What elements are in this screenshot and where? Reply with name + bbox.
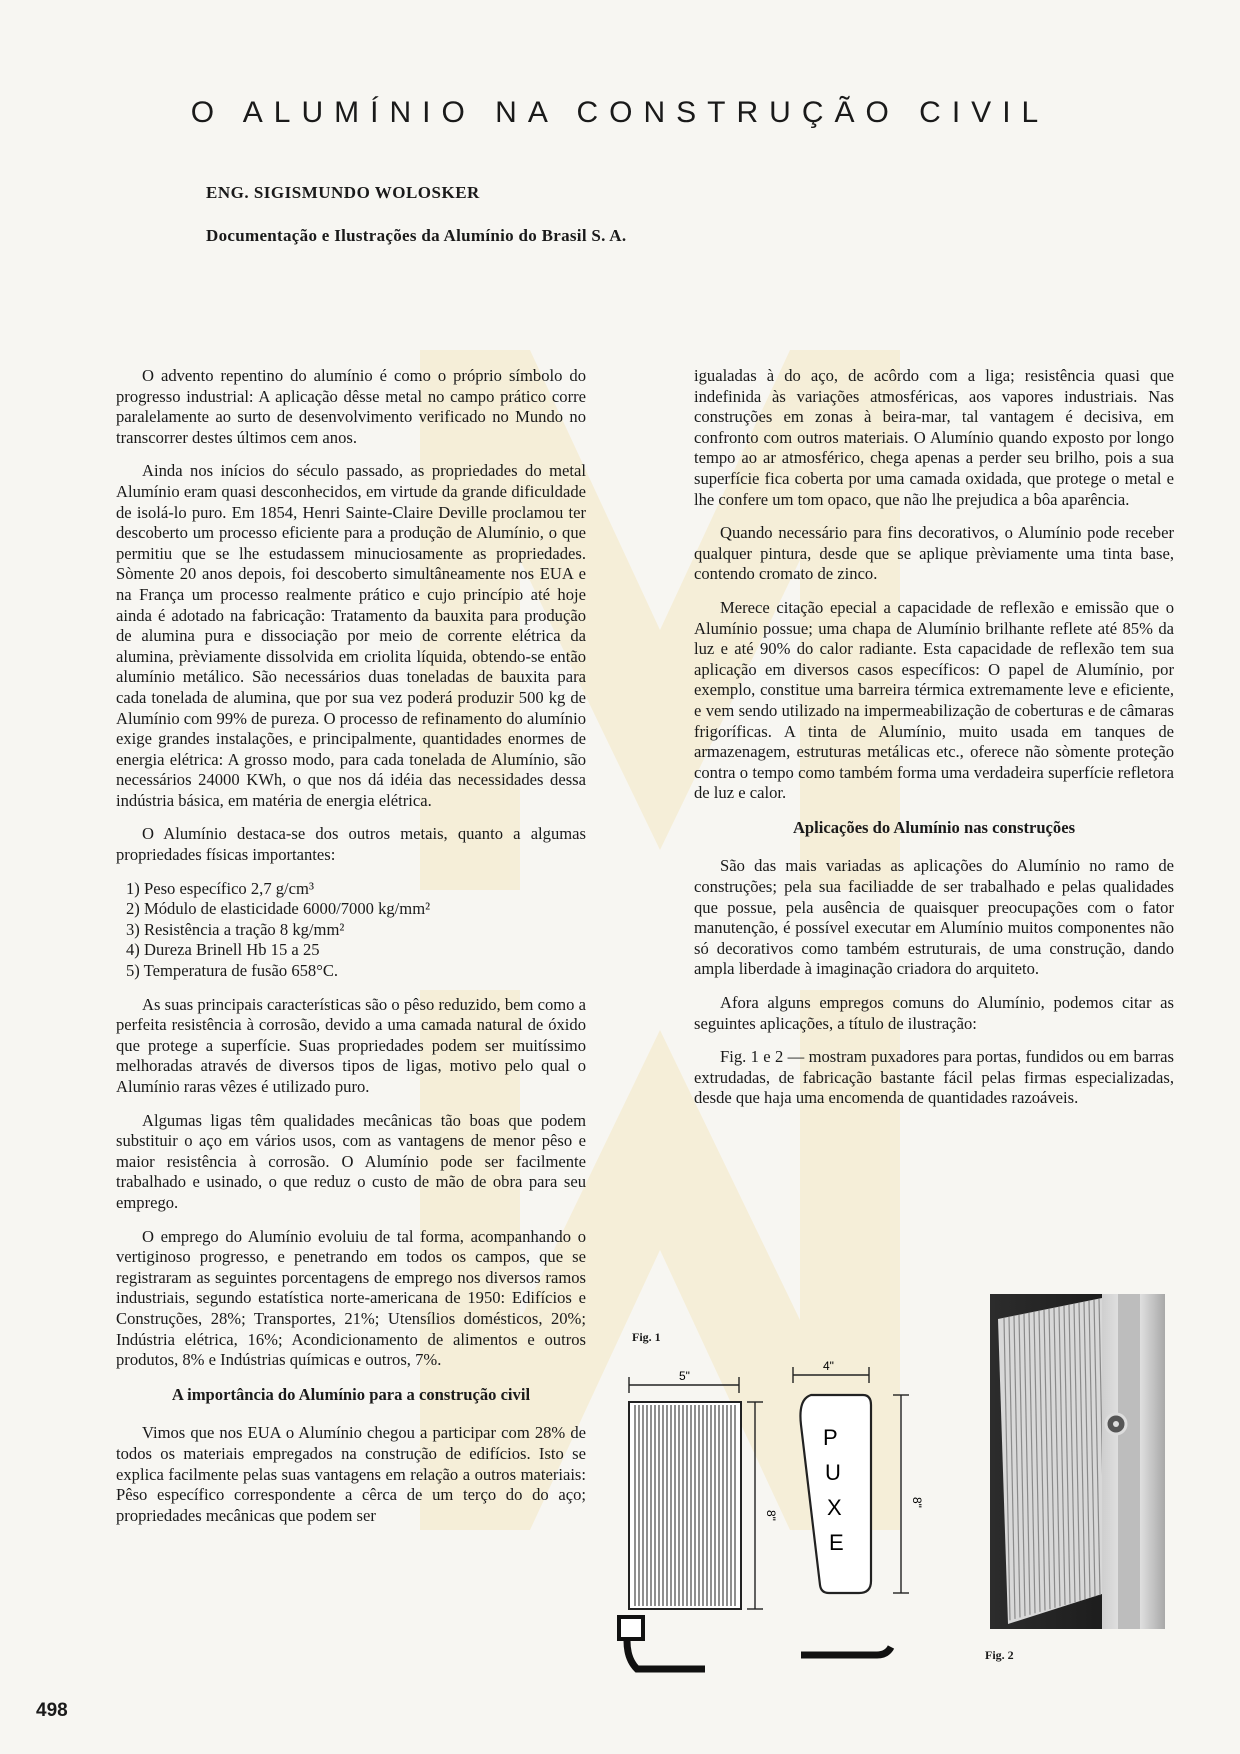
list-item: 5) Temperatura de fusão 658°C.	[126, 961, 339, 981]
paragraph: São das mais variadas as aplicações do Alumínio no ramo de construções; pela sua faciliadde de ser trabalhado e pelas qualidades que possue, pela ausência de quaisquer preocupações com o fator manutenção, é possível executar em Alumínio muitos componentes não só decorativos como também estruturais, de uma construção, dando ampla liberdade à imaginação criadora do arquiteto.	[694, 856, 1174, 979]
sign-letter: E	[829, 1530, 844, 1555]
section-heading: A importância do Alumínio para a construção civil	[171, 1384, 531, 1404]
dimension-label: 4"	[823, 1359, 834, 1373]
article-author: ENG. SIGISMUNDO WOLOSKER	[206, 183, 480, 202]
paragraph: As suas principais características são o pêso reduzido, bem como a perfeita resistência à corrosão, devido a uma camada natural de óxido que protege a superfície. Suas propriedades podem ser muitíssimo melhoradas através de diversos tipos de ligas, motivo pelo qual o Alumínio raras vêzes é utilizado puro.	[116, 994, 586, 1096]
figure-1-drawing	[615, 1355, 955, 1675]
sign-letter: U	[825, 1460, 841, 1485]
list-item: 1) Peso específico 2,7 g/cm³	[126, 878, 314, 898]
paragraph: O emprego do Alumínio evoluiu de tal forma, acompanhando o vertiginoso progresso, e penetrando em todos os campos, que se registraram as seguintes porcentagens de emprego nos diversos ramos industriais, segundo estatística norte-americana de 1950: Edifícios e Construções, 28%; Transportes, 21%; Utensílios domésticos, 20%; Indústria elétrica, 16%; Acondicionamento de alimentos e outros produtos, 8% e Indústrias químicas e outros, 7%.	[116, 1226, 586, 1370]
dimension-label: 8"	[764, 1510, 778, 1521]
paragraph: Ainda nos inícios do século passado, as propriedades do metal Alumínio eram quasi desconhecidos, em virtude da grande dificuldade de isolá-lo puro. Em 1854, Henri Sainte-Claire Deville proclamou ter descoberto um processo eficiente para a produção de Alumínio, o que permitiu que se lhe estudassem minuciosamente as propriedades. Sòmente 20 anos depois, foi descoberto simultâneamente nos EUA e na França um processo realmente prático e cujo princípio até hoje ainda é adotado na fabricação: Tratamento da bauxita para produção de alumina pura e dissociação por meio de corrente elétrica da alumina, prèviamente dissolvida em criolita líquida, obtendo-se então alumínio metálico. São necessários duas toneladas de bauxita para cada tonelada de alumina, que por sua vez poderá produzir 500 kg de Alumínio com 99% de pureza. O processo de refinamento do alumínio exige grandes instalações, e principalmente, quantidades enormes de energia elétrica: A grosso modo, para cada tonelada de Alumínio, são necessários 24000 KWh, o que nos dá idéia das necessidades dessa indústria básica, em matéria de energia elétrica.	[116, 461, 586, 810]
right-column	[694, 366, 1174, 1122]
figure-2-label: Fig. 2	[985, 1648, 1014, 1662]
page-number: 498	[36, 1700, 68, 1721]
paragraph: O Alumínio destaca-se dos outros metais, quanto a algumas propriedades físicas importantes:	[116, 824, 586, 865]
properties-list	[116, 879, 586, 982]
paragraph: Merece citação epecial a capacidade de reflexão e emissão que o Alumínio possue; uma chapa de Alumínio brilhante reflete até 85% da luz e até 90% do calor radiante. Esta capacidade de reflexão tem sua aplicação em diversos casos específicos: O papel de Alumínio, por exemplo, constitue uma barreira térmica extremamente leve e eficiente, e vem sendo utilizado na impermeabilização de coberturas e de câmaras frigoríficas. A tinta de Alumínio, muito usada em tanques de armazenagem, estruturas metálicas etc., oferece não sòmente proteção contra o tempo como também forma uma verdadeira superfície refletora de luz e calor.	[694, 597, 1174, 803]
dimension-label: 5"	[679, 1369, 690, 1383]
paragraph: Fig. 1 e 2 — mostram puxadores para portas, fundidos ou em barras extrudadas, de fabricação bastante fácil pelas firmas especializadas, desde que haja uma encomenda de quantidades razoáveis.	[694, 1047, 1174, 1108]
left-column	[116, 366, 586, 1539]
paragraph: igualadas à do aço, de acôrdo com a liga; resistência quasi que indefinida às variações atmosféricas, aos vapores industriais. Nas construções em zonas à beira-mar, tal vantagem é decisiva, em confronto com outros materiais. O Alumínio quando exposto por longo tempo ao ar atmosférico, chega apenas a perder seu brilho, pois a sua superfície fica coberta por uma camada oxidada, que protege o metal e lhe confere um tom opaco, que não lhe prejudica a bôa aparência.	[694, 366, 1174, 509]
sign-letter: P	[823, 1425, 838, 1450]
paragraph: Afora alguns empregos comuns do Alumínio, podemos citar as seguintes aplicações, a título de ilustração:	[694, 993, 1174, 1033]
list-item: 4) Dureza Brinell Hb 15 a 25	[126, 940, 320, 960]
paragraph: Quando necessário para fins decorativos, o Alumínio pode receber qualquer pintura, desde que se aplique prèviamente uma tinta base, contendo cromato de zinco.	[694, 523, 1174, 584]
list-item: 2) Módulo de elasticidade 6000/7000 kg/mm²	[126, 899, 431, 919]
list-item: 3) Resistência a tração 8 kg/mm²	[126, 919, 345, 939]
paragraph: O advento repentino do alumínio é como o próprio símbolo do progresso industrial: A aplicação dêsse metal no campo prático corre paralelamente ao surto de desenvolvimento verificado no Mundo no transcorrer destes últimos cem anos.	[116, 366, 586, 447]
figure-1-label: Fig. 1	[632, 1330, 661, 1344]
section-heading: Aplicações do Alumínio nas construções	[792, 817, 1076, 837]
paragraph: Algumas ligas têm qualidades mecânicas tão boas que podem substituir o aço em vários usos, com as vantagens de menor pêso e maior resistência à corrosão. O Alumínio pode ser facilmente trabalhado e usinado, o que reduz o custo de mão de obra para seu emprego.	[116, 1110, 586, 1212]
figure-2-photo	[990, 1294, 1165, 1629]
article-title: O ALUMÍNIO NA CONSTRUÇÃO CIVIL	[190, 96, 1050, 129]
paragraph: Vimos que nos EUA o Alumínio chegou a participar com 28% de todos os materiais empregados na construção de edifícios. Isto se explica facilmente pelas suas vantagens em relação a outros materiais: Pêso específico correspondente a cêrca de um terço do do aço; propriedades mecânicas que podem ser	[116, 1423, 586, 1525]
dimension-label: 8"	[910, 1497, 924, 1508]
sign-letter: X	[827, 1495, 842, 1520]
article-credit: Documentação e Ilustrações da Alumínio do Brasil S. A.	[206, 226, 627, 245]
